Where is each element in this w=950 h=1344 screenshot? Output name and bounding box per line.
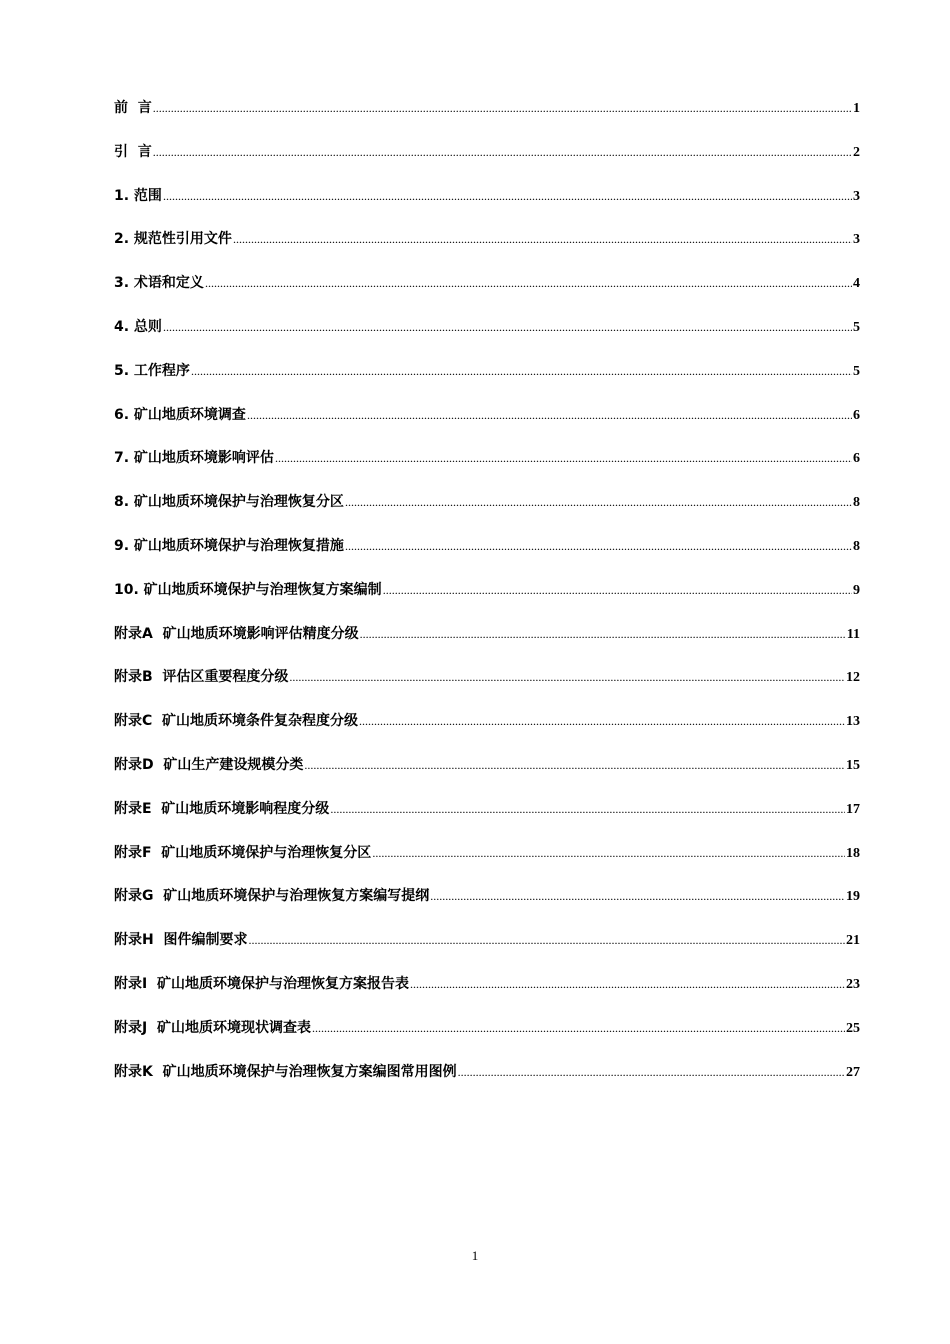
toc-entry-label: 附录E 矿山地质环境影响程度分级 bbox=[114, 800, 330, 817]
toc-entry-label: 8. 矿山地质环境保护与治理恢复分区 bbox=[114, 494, 344, 511]
toc-entry-label: 引 言 bbox=[114, 143, 152, 160]
toc-entry-label: 3. 术语和定义 bbox=[114, 275, 204, 292]
toc-entry-page: 2 bbox=[853, 144, 860, 160]
toc-leader-dots bbox=[275, 448, 852, 468]
toc-entry-protection-measures[interactable] bbox=[114, 536, 860, 580]
toc-entry-terms-definitions[interactable] bbox=[114, 273, 860, 317]
toc-entry-label: 2. 规范性引用文件 bbox=[114, 231, 232, 248]
toc-leader-dots bbox=[430, 886, 845, 906]
toc-entry-page: 19 bbox=[846, 889, 860, 905]
toc-leader-dots bbox=[191, 361, 852, 381]
toc-entry-page: 6 bbox=[853, 451, 860, 467]
toc-leader-dots bbox=[312, 1018, 845, 1038]
toc-entry-page: 3 bbox=[853, 188, 860, 204]
toc-entry-page: 1 bbox=[853, 101, 860, 116]
toc-entry-plan-compilation[interactable] bbox=[114, 580, 860, 624]
toc-entry-page: 15 bbox=[846, 757, 860, 773]
toc-entry-page: 5 bbox=[853, 319, 860, 335]
toc-entry-environment-survey[interactable] bbox=[114, 405, 860, 449]
toc-entry-appendix-j[interactable] bbox=[114, 1018, 860, 1062]
toc-entry-appendix-g[interactable] bbox=[114, 886, 860, 930]
toc-entry-page: 12 bbox=[846, 670, 860, 686]
toc-leader-dots bbox=[345, 536, 852, 556]
toc-entry-foreword[interactable] bbox=[114, 98, 860, 142]
toc-entry-label: 附录H 图件编制要求 bbox=[114, 932, 248, 949]
toc-entry-label: 附录K 矿山地质环境保护与治理恢复方案编图常用图例 bbox=[114, 1063, 457, 1080]
toc-entry-appendix-d[interactable] bbox=[114, 755, 860, 799]
toc-leader-dots bbox=[205, 273, 852, 293]
toc-leader-dots bbox=[248, 930, 845, 950]
toc-leader-dots bbox=[359, 711, 845, 731]
page-number: 1 bbox=[471, 1248, 479, 1263]
table-of-contents bbox=[114, 98, 860, 1105]
toc-leader-dots bbox=[163, 186, 852, 206]
toc-entry-page: 8 bbox=[853, 538, 860, 554]
toc-entry-page: 27 bbox=[846, 1064, 860, 1080]
toc-entry-work-procedure[interactable] bbox=[114, 361, 860, 405]
toc-leader-dots bbox=[153, 142, 852, 162]
toc-leader-dots bbox=[383, 580, 852, 600]
toc-entry-label: 附录G 矿山地质环境保护与治理恢复方案编写提纲 bbox=[114, 888, 430, 905]
toc-entry-appendix-i[interactable] bbox=[114, 974, 860, 1018]
toc-entry-label: 6. 矿山地质环境调查 bbox=[114, 406, 246, 423]
toc-entry-general-principles[interactable] bbox=[114, 317, 860, 361]
toc-leader-dots bbox=[304, 755, 845, 775]
toc-entry-page: 3 bbox=[853, 232, 860, 248]
toc-leader-dots bbox=[372, 843, 845, 863]
toc-entry-page: 9 bbox=[853, 582, 860, 598]
toc-leader-dots bbox=[233, 229, 852, 249]
toc-leader-dots bbox=[345, 492, 852, 512]
toc-entry-page: 13 bbox=[846, 714, 860, 730]
toc-entry-page: 18 bbox=[846, 845, 860, 861]
toc-leader-dots bbox=[153, 98, 852, 118]
toc-entry-page: 6 bbox=[853, 407, 860, 423]
toc-entry-page: 11 bbox=[846, 626, 860, 642]
toc-entry-page: 8 bbox=[853, 495, 860, 511]
toc-entry-label: 4. 总则 bbox=[114, 318, 162, 335]
toc-entry-appendix-k[interactable] bbox=[114, 1062, 860, 1106]
toc-leader-dots bbox=[289, 667, 845, 687]
toc-entry-label: 附录F 矿山地质环境保护与治理恢复分区 bbox=[114, 844, 372, 861]
toc-leader-dots bbox=[163, 317, 852, 337]
toc-entry-page: 25 bbox=[846, 1020, 860, 1036]
toc-entry-label: 7. 矿山地质环境影响评估 bbox=[114, 450, 274, 467]
toc-entry-label: 附录A 矿山地质环境影响评估精度分级 bbox=[114, 625, 359, 642]
toc-entry-appendix-f[interactable] bbox=[114, 843, 860, 887]
toc-entry-protection-zoning[interactable] bbox=[114, 492, 860, 536]
toc-leader-dots bbox=[410, 974, 845, 994]
toc-entry-scope[interactable] bbox=[114, 186, 860, 230]
toc-leader-dots bbox=[360, 624, 846, 644]
toc-entry-page: 4 bbox=[853, 276, 860, 292]
toc-entry-page: 23 bbox=[846, 976, 860, 992]
toc-entry-label: 附录B 评估区重要程度分级 bbox=[114, 669, 289, 686]
toc-entry-label: 附录J 矿山地质环境现状调查表 bbox=[114, 1019, 311, 1036]
toc-entry-appendix-c[interactable] bbox=[114, 711, 860, 755]
toc-entry-page: 21 bbox=[846, 933, 860, 949]
toc-entry-appendix-b[interactable] bbox=[114, 667, 860, 711]
toc-leader-dots bbox=[458, 1062, 845, 1082]
toc-entry-label: 附录I 矿山地质环境保护与治理恢复方案报告表 bbox=[114, 975, 409, 992]
toc-entry-label: 5. 工作程序 bbox=[114, 362, 190, 379]
toc-entry-label: 10. 矿山地质环境保护与治理恢复方案编制 bbox=[114, 581, 382, 598]
toc-entry-appendix-h[interactable] bbox=[114, 930, 860, 974]
toc-entry-label: 1. 范围 bbox=[114, 187, 162, 204]
toc-entry-page: 17 bbox=[846, 801, 860, 817]
toc-entry-page: 5 bbox=[853, 363, 860, 379]
toc-leader-dots bbox=[330, 799, 845, 819]
toc-entry-appendix-e[interactable] bbox=[114, 799, 860, 843]
toc-entry-label: 9. 矿山地质环境保护与治理恢复措施 bbox=[114, 537, 344, 554]
toc-entry-label: 前 言 bbox=[114, 100, 152, 116]
toc-entry-label: 附录C 矿山地质环境条件复杂程度分级 bbox=[114, 713, 359, 730]
toc-entry-introduction[interactable] bbox=[114, 142, 860, 186]
toc-entry-label: 附录D 矿山生产建设规模分类 bbox=[114, 756, 304, 773]
toc-leader-dots bbox=[247, 405, 852, 425]
toc-entry-normative-references[interactable] bbox=[114, 229, 860, 273]
toc-entry-impact-assessment[interactable] bbox=[114, 448, 860, 492]
toc-entry-appendix-a[interactable] bbox=[114, 624, 860, 668]
